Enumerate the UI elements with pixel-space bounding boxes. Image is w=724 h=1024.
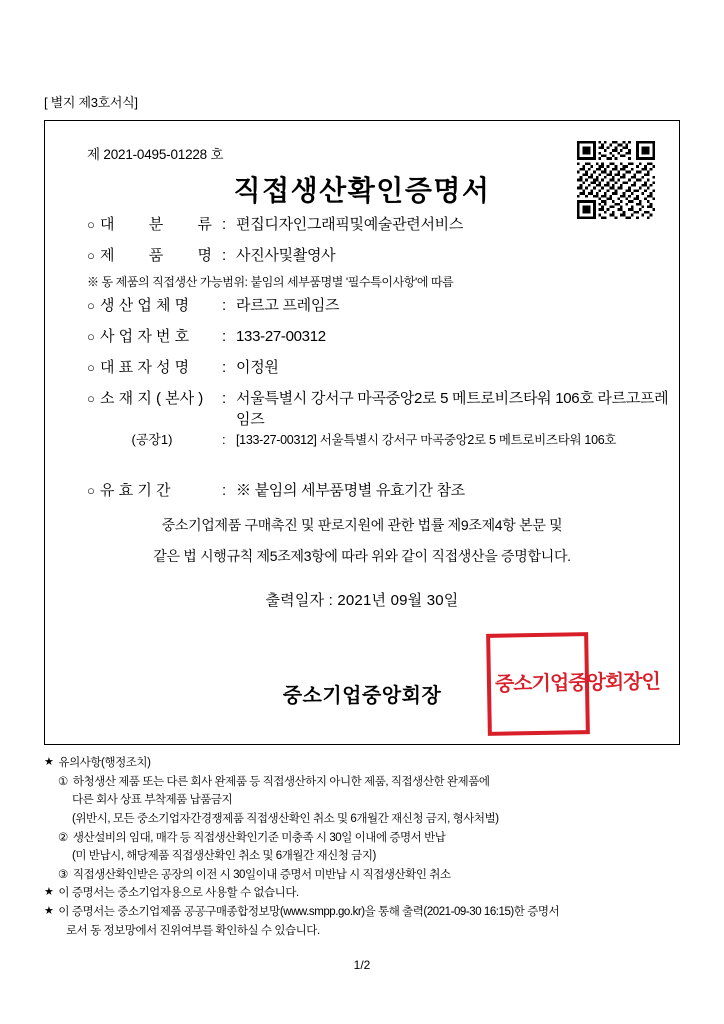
field-company-label: 생 산 업 체 명 (100, 297, 190, 314)
field-business-number-value: 133-27-00312 (236, 328, 326, 345)
bullet-icon: ○ (87, 248, 95, 263)
bullet-icon: ○ (87, 217, 95, 232)
document-number: 제 2021-0495-01228 호 (87, 147, 224, 162)
legal-statement (45, 515, 679, 577)
field-company-colon: : (222, 297, 227, 314)
certificate-title: 직접생산확인증명서 (233, 175, 491, 206)
field-representative-value: 이정원 (236, 359, 279, 376)
footer-star-line (44, 903, 694, 922)
issue-date: 출력일자 : 2021년 09월 30일 (265, 592, 459, 609)
issuer-name: 중소기업중앙회장 (282, 685, 442, 707)
field-representative-colon: : (222, 359, 227, 376)
field-validity-colon: : (222, 482, 227, 499)
field-company (45, 294, 679, 325)
footer-note-item (44, 791, 694, 810)
footer-note-mark: ① (58, 775, 68, 788)
field-factory-value: [133-27-00312] 서울특별시 강서구 마곡중앙2로 5 메트로비즈타워 106호 (236, 433, 617, 447)
legal-statement-line-2: 같은 법 시행규칙 제5조제3항에 따라 위와 같이 직접생산을 증명합니다. (153, 548, 571, 564)
field-category-label: 대 분 류 (100, 216, 212, 233)
footer-note-text: 다른 회사 상표 부착제품 납품금지 (72, 794, 233, 807)
field-business-number-colon: : (222, 328, 227, 345)
footer-note-text: 하청생산 제품 또는 다른 회사 완제품 등 직접생산하지 아니한 제품, 직접생산한 완제품에 (72, 775, 490, 788)
field-category (45, 213, 679, 244)
footer-note-text: (위반시, 모든 중소기업자간경쟁제품 직접생산확인 취소 및 6개월간 재신청 금지, 형사처벌) (72, 812, 499, 825)
page-number: 1/2 (353, 958, 371, 972)
official-seal-icon (486, 632, 661, 736)
product-scope-note: ※ 동 제품의 직접생산 가능범위: 붙임의 세부품명별 '필수특이사항'에 따름 (87, 275, 454, 289)
field-category-value: 편집디자인그래픽및예술관련서비스 (236, 216, 464, 233)
field-address (45, 387, 679, 429)
official-seal-text: 중소기업중앙회장인 (494, 670, 661, 696)
star-icon: ★ (44, 756, 54, 768)
spacer (45, 459, 679, 479)
footer-star-text: 로서 동 정보망에서 진위여부를 확인하실 수 있습니다. (66, 924, 320, 937)
field-product-value: 사진사및촬영사 (236, 247, 336, 264)
field-business-number-label: 사 업 자 번 호 (100, 328, 190, 345)
bullet-icon: ○ (87, 298, 95, 313)
field-factory-label: (공장1) (131, 432, 173, 447)
field-category-colon: : (222, 216, 227, 233)
footer-star-text: 이 증명서는 중소기업제품 공공구매종합정보망(www.smpp.go.kr)을 통해 출력(2021-09-30 16:15)한 증명서 (58, 906, 560, 918)
bullet-icon: ○ (87, 483, 95, 498)
field-representative-label: 대 표 자 성 명 (100, 359, 190, 376)
footer-note-text: 생산설비의 임대, 매각 등 직접생산확인기준 미충족 시 30일 이내에 증명서 반납 (72, 831, 446, 844)
bullet-icon: ○ (87, 391, 95, 406)
footer-note-item (44, 866, 694, 885)
star-icon: ★ (44, 905, 54, 917)
footer-notes (44, 754, 694, 940)
field-address-label: 소 재 지 ( 본사 ) (100, 390, 204, 407)
field-factory-colon: : (222, 432, 226, 447)
certificate-box (44, 120, 680, 745)
field-product (45, 244, 679, 275)
footer-note-item (44, 829, 694, 848)
footer-star-line (44, 922, 694, 941)
footer-note-item (44, 773, 694, 792)
field-factory (45, 429, 679, 459)
footer-note-text: 직접생산확인받은 공장의 이전 시 30일이내 증명서 미반납 시 직접생산확인 취소 (72, 868, 451, 881)
bullet-icon: ○ (87, 360, 95, 375)
certificate-fields (45, 213, 679, 510)
field-address-colon: : (222, 390, 227, 407)
footer-note-item (44, 847, 694, 866)
legal-statement-line-1: 중소기업제품 구매촉진 및 판로지원에 관한 법률 제9조제4항 본문 및 (161, 517, 563, 533)
field-validity (45, 479, 679, 510)
star-icon: ★ (44, 886, 54, 899)
footer-heading-text: 유의사항(행정조치) (58, 757, 151, 769)
footer-note-text: (미 반납시, 해당제품 직접생산확인 취소 및 6개월간 재신청 금지) (72, 850, 376, 863)
field-company-value: 라르고 프레임즈 (236, 297, 340, 314)
field-product-colon: : (222, 247, 227, 264)
footer-star-line (44, 884, 694, 903)
footer-note-item (44, 810, 694, 829)
field-address-value: 서울특별시 강서구 마곡중앙2로 5 메트로비즈타워 106호 라르고프레임즈 (236, 390, 669, 428)
footer-note-mark: ② (58, 831, 68, 844)
field-validity-label: 유 효 기 간 (100, 482, 171, 499)
footer-star-text: 이 증명서는 중소기업자용으로 사용할 수 없습니다. (58, 887, 299, 900)
field-product-label: 제 품 명 (100, 247, 212, 264)
field-business-number (45, 325, 679, 356)
footer-note-mark: ③ (58, 868, 68, 881)
field-representative (45, 356, 679, 387)
field-validity-value: ※ 붙임의 세부품명별 유효기간 참조 (236, 482, 465, 499)
form-number: [ 별지 제3호서식] (44, 95, 138, 110)
bullet-icon: ○ (87, 329, 95, 344)
footer-heading (44, 754, 694, 773)
